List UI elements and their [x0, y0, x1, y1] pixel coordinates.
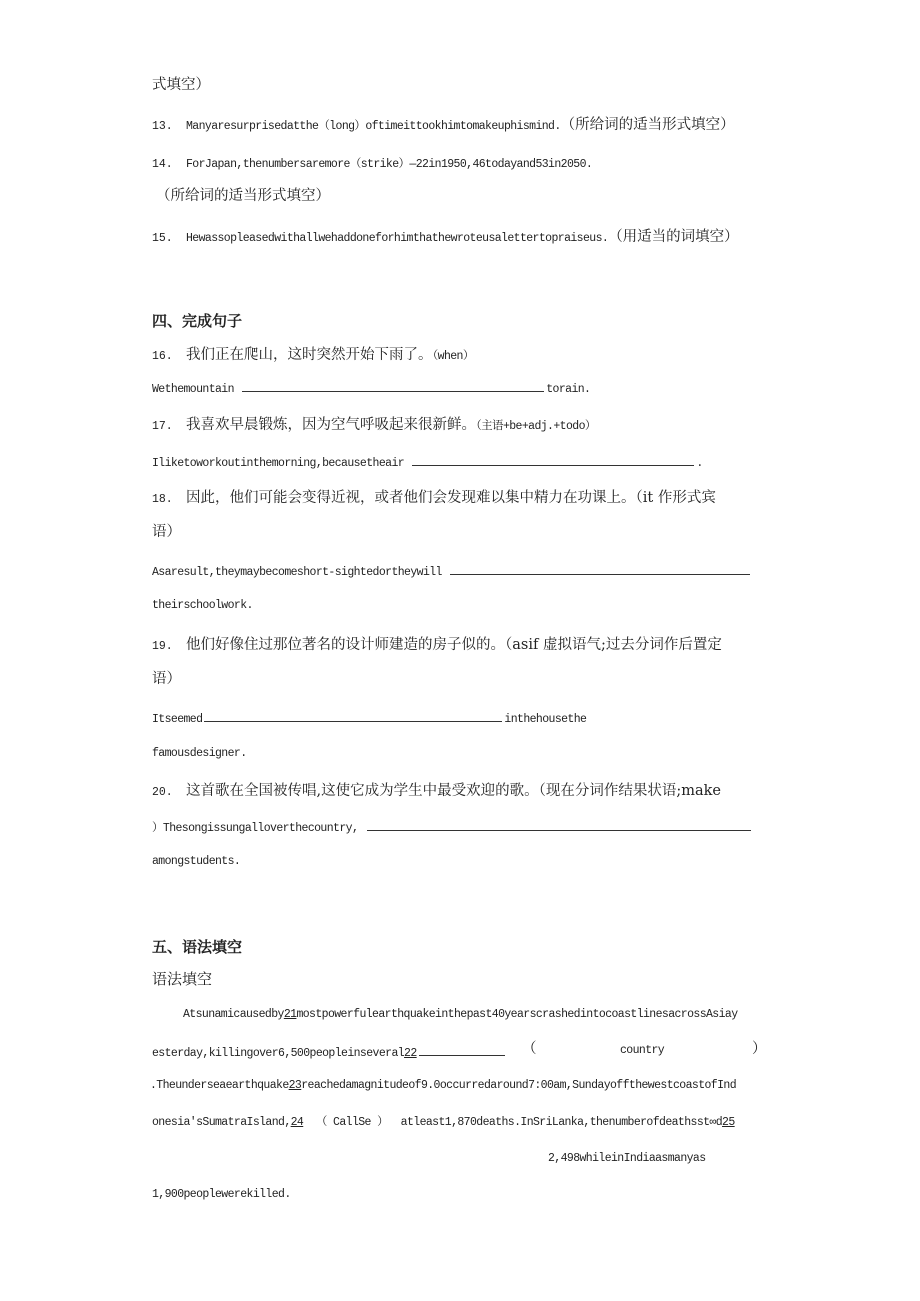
question-20: [152, 782, 721, 799]
answer-prefix: Asaresult,theymaybecomeshort-sightedortheywill: [152, 566, 442, 579]
question-chinese: 因此，他们可能会变得近视，或者他们会发现难以集中精力在功课上。: [186, 490, 636, 506]
section-4-title: 四、完成句子: [152, 312, 243, 330]
question-hint: （用适当的词填空）: [608, 229, 739, 245]
hint-close: ）: [152, 822, 163, 835]
blank-22[interactable]: [419, 1045, 505, 1056]
question-hint: （when）: [432, 350, 474, 363]
question-18-answer-line: [152, 564, 752, 579]
question-hint: （现在分词作结果状语;make: [538, 783, 722, 799]
question-hint: （所给词的适当形式填空）: [560, 117, 735, 133]
passage-text: .Theunderseaearthquake: [150, 1079, 289, 1092]
answer-prefix: Itseemed: [152, 713, 203, 726]
paren-close: ）: [752, 1041, 767, 1057]
question-18-answer-next: theirschoolwork.: [152, 599, 253, 612]
passage-line-3: [150, 1080, 736, 1092]
question-number: 16.: [152, 350, 173, 363]
passage-text: atleast1,870deaths.InSriLanka,thenumberofdeathsst∞d: [400, 1116, 723, 1129]
answer-prefix: Wethemountain: [152, 383, 234, 396]
question-chinese: 他们好像住过那位著名的设计师建造的房子似的。: [186, 637, 505, 653]
answer-blank[interactable]: [204, 711, 502, 722]
question-number: 15.: [152, 232, 173, 245]
question-chinese: 我们正在爬山，这时突然开始下雨了。: [186, 347, 433, 363]
answer-blank[interactable]: [242, 381, 544, 392]
blank-21[interactable]: 21: [283, 1008, 297, 1021]
question-14-hint: （所给词的适当形式填空）: [156, 188, 330, 204]
answer-suffix: torain.: [546, 383, 591, 396]
answer-prefix: Iliketoworkoutinthemorning,becausetheair: [152, 457, 405, 470]
q12-tail: 式填空）: [152, 77, 210, 93]
answer-prefix: Thesongissungalloverthecountry,: [162, 822, 359, 835]
question-13: [152, 116, 735, 133]
question-number: 14.: [152, 158, 173, 171]
question-number: 18.: [152, 493, 173, 506]
passage-line-6: 1,900peoplewerekilled.: [152, 1188, 291, 1201]
question-17-answer-line: [152, 455, 703, 470]
question-19-hint-cont: 语）: [152, 671, 181, 687]
question-15: [152, 228, 739, 245]
hint-word-callse: （ CallSe ）: [315, 1116, 389, 1129]
question-16-answer-line: [152, 381, 590, 396]
question-16: [152, 346, 474, 363]
passage-text: reachedamagnitudeof9.0occurredaround7:00am,SundayoffthewestcoastofInd: [301, 1079, 737, 1092]
question-19-answer-line: [152, 711, 586, 726]
answer-blank[interactable]: [367, 820, 751, 831]
question-text: Manyaresurprisedatthe（long）oftimeittookhimtomakeuphismind.: [186, 120, 561, 133]
answer-blank[interactable]: [412, 455, 694, 466]
answer-suffix: inthehousethe: [504, 713, 587, 726]
passage-line-2: [152, 1045, 507, 1060]
question-hint: （it 作形式宾: [635, 490, 716, 506]
question-chinese: 我喜欢早晨锻炼，因为空气呼吸起来很新鲜。: [186, 417, 476, 433]
passage-line-1: [183, 1009, 738, 1021]
passage-text: esterday,killingover6,500peopleinseveral: [152, 1047, 405, 1060]
passage-line-4: [152, 1117, 735, 1129]
answer-suffix: .: [696, 457, 703, 470]
passage-text: Atsunamicausedby: [183, 1008, 284, 1021]
section-5-title: 五、语法填空: [152, 938, 243, 956]
passage-text: mostpowerfulearthquakeinthepast40yearscrashedintocoastlinesacrossAsiay: [296, 1008, 738, 1021]
passage-line-5: 2,498whileinIndiaasmanyas: [548, 1152, 706, 1165]
question-text: Hewassopleasedwithallwehaddoneforhimthathewroteusalettertopraiseus.: [186, 232, 609, 245]
question-number: 19.: [152, 640, 173, 653]
question-chinese: 这首歌在全国被传唱,这使它成为学生中最受欢迎的歌。: [186, 783, 539, 799]
question-text: ForJapan,thenumbersaremore（strike）—22in1950,46todayand53in2050.: [186, 158, 593, 171]
question-hint: （asif 虚拟语气;过去分词作后置定: [505, 637, 722, 653]
question-number: 13.: [152, 120, 173, 133]
question-number: 20.: [152, 786, 173, 799]
blank-23[interactable]: 23: [288, 1079, 302, 1092]
paren-open: （: [522, 1041, 537, 1057]
question-hint: （主语+be+adj.+todo）: [476, 420, 596, 433]
blank-24[interactable]: 24: [290, 1116, 304, 1129]
section-5-subtitle: 语法填空: [152, 970, 213, 988]
question-19-answer-next: famousdesigner.: [152, 747, 247, 760]
blank-25[interactable]: 25: [722, 1116, 735, 1129]
question-17: [152, 416, 596, 433]
answer-blank[interactable]: [450, 564, 750, 575]
passage-text: onesia'sSumatraIsland,: [152, 1116, 291, 1129]
question-18: [152, 489, 716, 506]
blank-22-number: 22: [404, 1047, 417, 1060]
question-19: [152, 636, 722, 653]
hint-word-country: country: [620, 1044, 665, 1057]
question-20-answer-next: amongstudents.: [152, 855, 241, 868]
question-20-answer-line: [152, 820, 753, 835]
question-18-hint-cont: 语）: [152, 524, 181, 540]
question-number: 17.: [152, 420, 173, 433]
question-14: [152, 154, 592, 171]
